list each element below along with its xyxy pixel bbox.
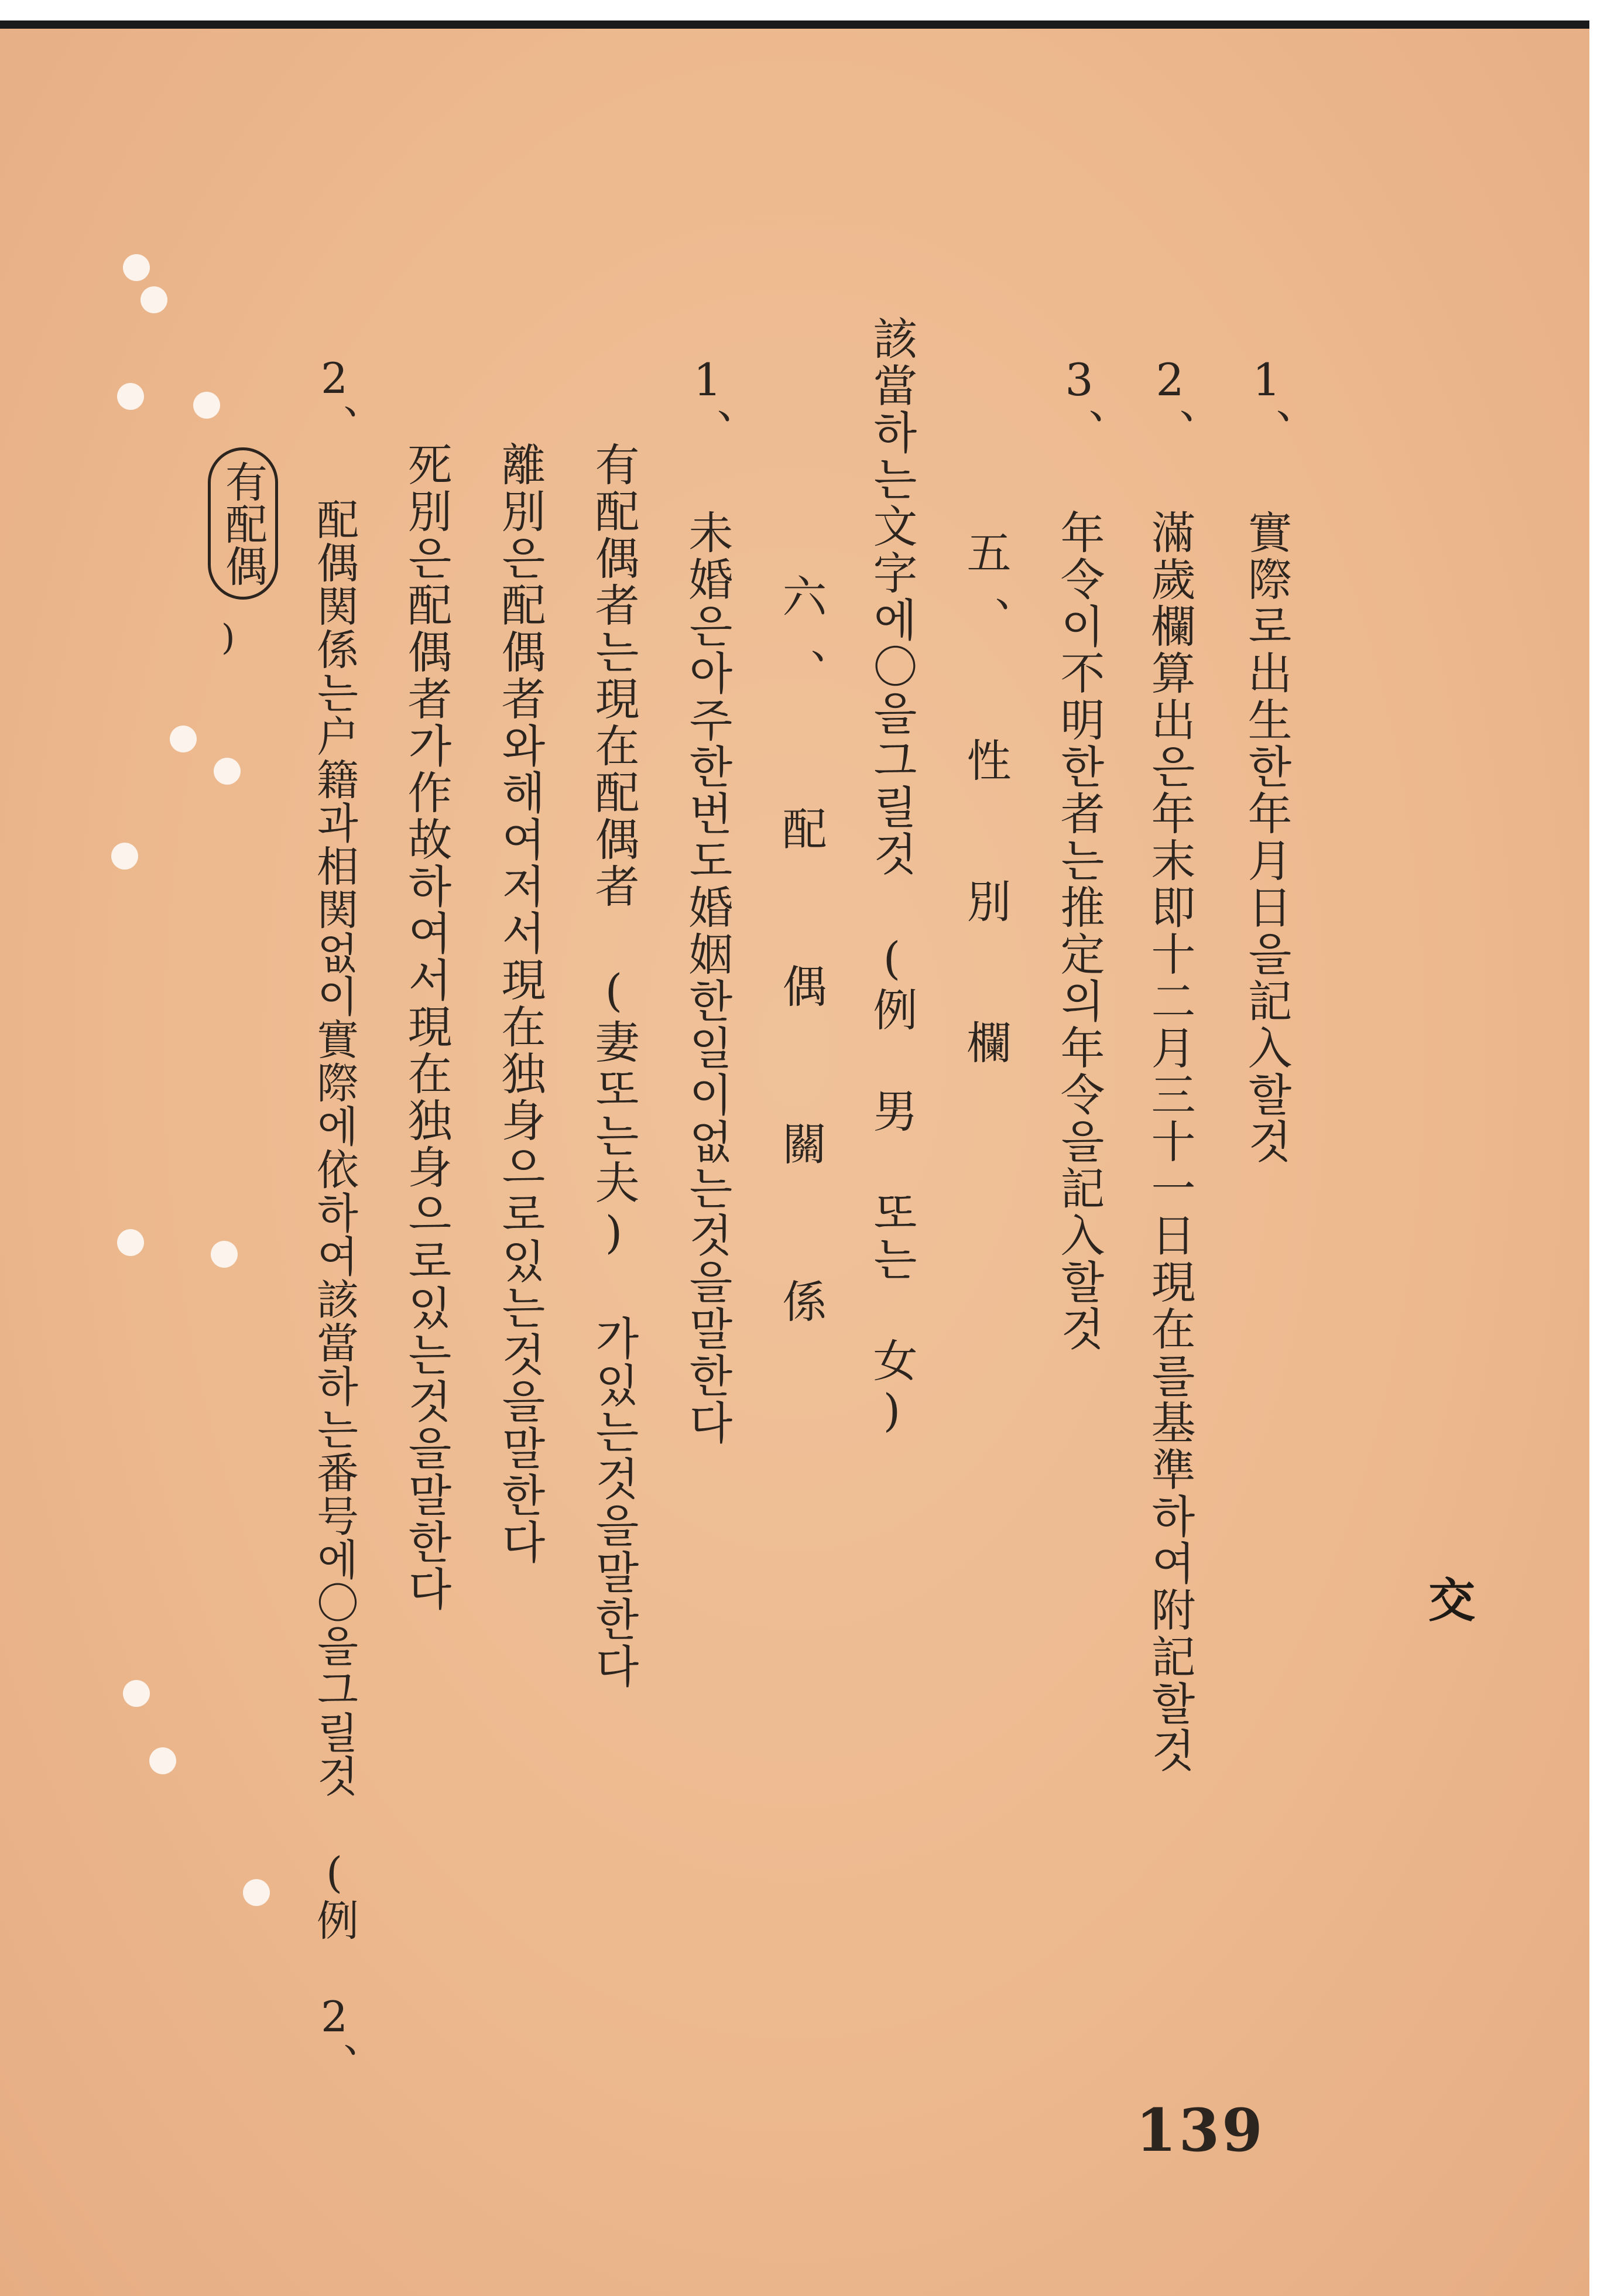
line-2: 2、 滿歲欄算出은年末即十二月三十一日現在를基準하여附記할것 xyxy=(1144,354,1196,1774)
paper-sheet xyxy=(0,20,1589,2296)
line-unmarried: 1、 未婚은아주한번도婚姻한일이없는것을말한다 xyxy=(681,354,734,1446)
circled-example-label: 有配偶 xyxy=(208,447,278,600)
line-widowed: 死別은配偶者가作故하여서現在独身으로있는것을말한다 xyxy=(400,442,453,1613)
line-marital-instruction: 2、 配偶関係는户籍과相関없이實際에依하여該當하는番号에〇을그릴것 (例 2、 xyxy=(310,354,359,2086)
section-heading-sex: 五、 性 別 欄 xyxy=(959,529,1012,1086)
line-1: 1、 實際로出生한年月日을記入할것 xyxy=(1240,354,1293,1165)
punch-holes xyxy=(0,29,351,2296)
line-sex-instruction: 該當하는文字에〇을그릴것 (例 男 또는 女) xyxy=(866,316,918,1439)
line-married: 有配偶者는現在配偶者 (妻또는夫) 가있는것을말한다 xyxy=(588,442,640,1690)
section-heading-marital: 六、 配 偶 關 係 xyxy=(775,573,827,1353)
stamp-mark: 交 xyxy=(1428,1573,1475,1628)
page-number: 139 xyxy=(1136,2096,1265,2165)
closing-paren: ) xyxy=(221,617,235,658)
line-3: 3、 年令이不明한者는推定의年令을記入할것 xyxy=(1053,354,1105,1353)
line-divorced: 離別은配偶者와해여저서現在独身으로있는것을말한다 xyxy=(494,442,546,1566)
